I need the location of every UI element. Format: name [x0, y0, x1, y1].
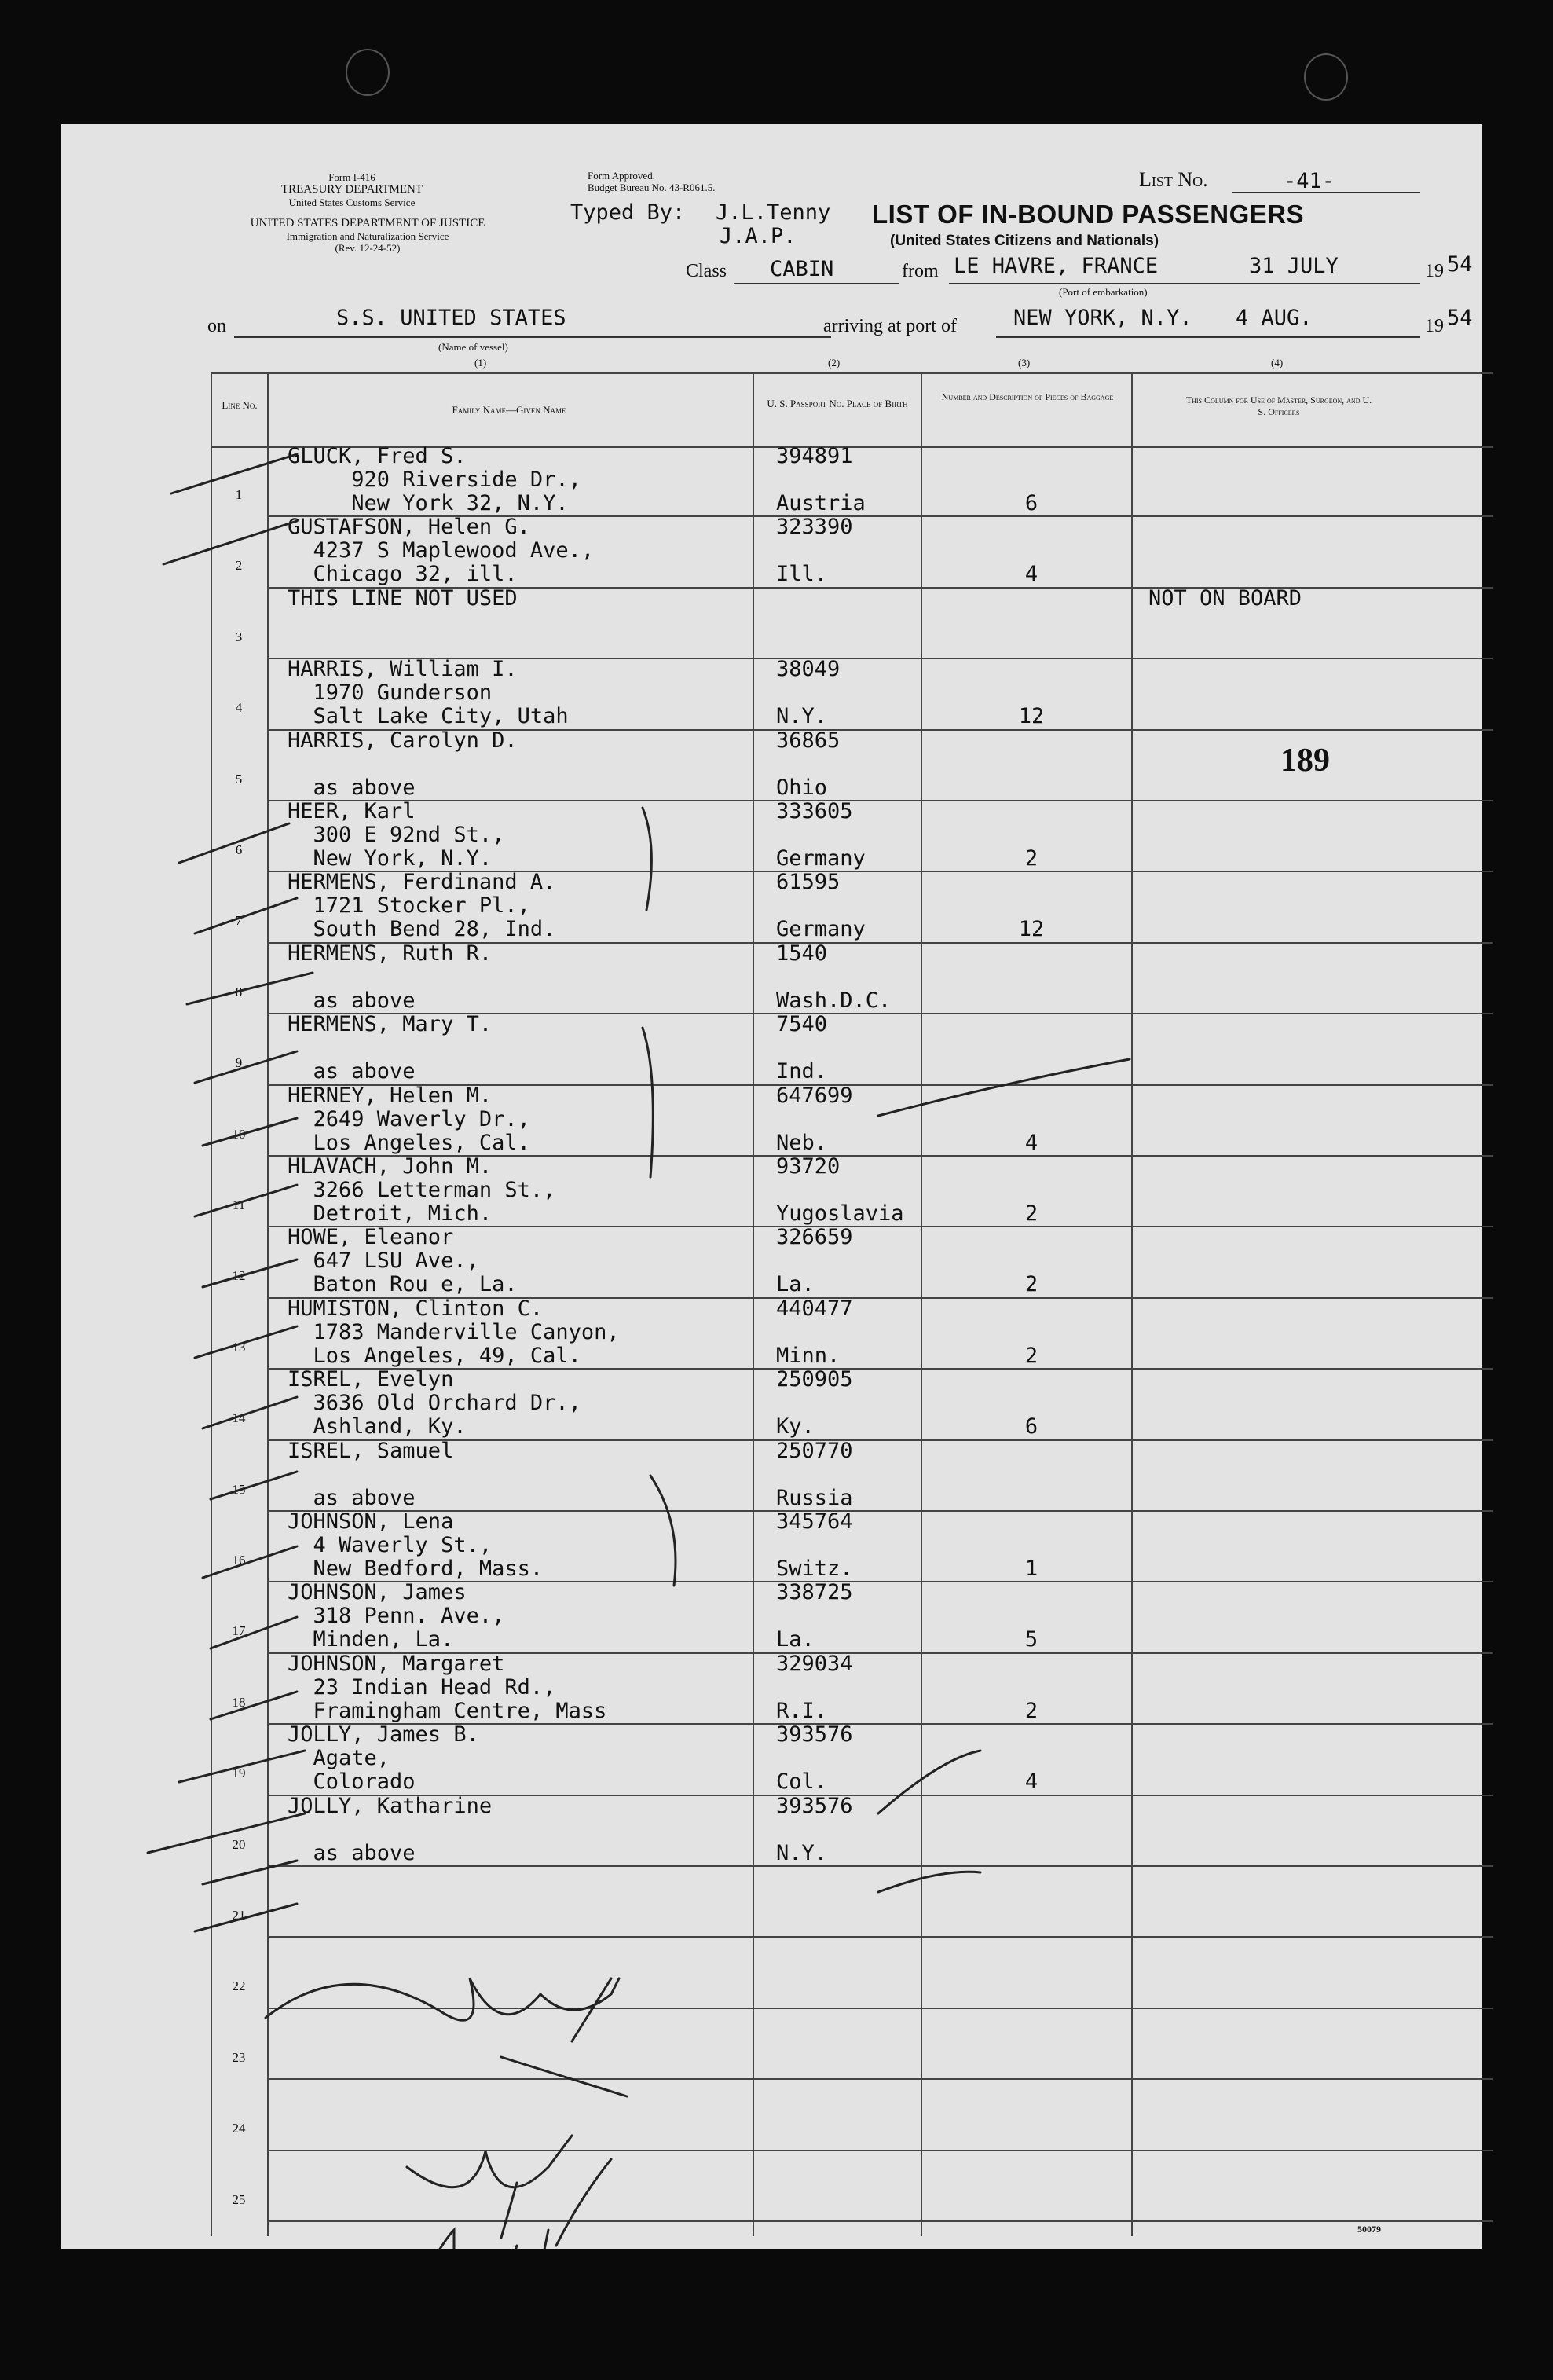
check-mark [203, 1397, 297, 1428]
line-number: 8 [235, 984, 243, 999]
line-number: 6 [235, 842, 243, 857]
passport-number: 36865 [776, 728, 841, 753]
passenger-address: South Bend 28, Ind. [288, 917, 556, 942]
check-mark [195, 1326, 297, 1358]
passport-number: 345764 [776, 1509, 853, 1534]
line-number: 22 [232, 1978, 246, 1994]
year-prefix-2: 19 [1425, 316, 1444, 336]
form-number: Form I-416 [328, 171, 375, 183]
check-mark [179, 823, 289, 863]
passenger-address: Ashland, Ky. [288, 1414, 467, 1439]
passenger-address: Framingham Centre, Mass [288, 1698, 607, 1723]
line-number: 9 [235, 1055, 243, 1071]
passenger-address: 300 E 92nd St., [288, 823, 505, 847]
check-mark [203, 1861, 297, 1884]
passenger-address: 318 Penn. Ave., [288, 1604, 505, 1629]
passenger-name: JOHNSON, James [288, 1580, 467, 1605]
passenger-name: HLAVACH, John M. [288, 1154, 493, 1179]
place-of-birth: Ky. [776, 1414, 815, 1439]
col-header-passport: U. S. Passport No. Place of Birth [767, 398, 908, 409]
passenger-name: GLUCK, Fred S. [288, 444, 467, 468]
port-caption: (Port of embarkation) [1059, 286, 1148, 298]
passenger-address: 2649 Waverly Dr., [288, 1106, 530, 1131]
embarkation-date: 31 JULY [1249, 254, 1339, 278]
place-of-birth: Switz. [776, 1557, 853, 1581]
passenger-name: HERMENS, Ferdinand A. [288, 870, 556, 895]
line-number: 21 [232, 1908, 246, 1923]
place-of-birth: Col. [776, 1769, 828, 1795]
from-label: from [902, 261, 939, 281]
list-no-label: List No. [1139, 168, 1208, 191]
col-header-baggage: Number and Description of Pieces of Baggage [941, 391, 1114, 402]
form-approved: Form Approved. [588, 170, 655, 182]
passenger-address: as above [288, 775, 416, 800]
check-mark [163, 521, 297, 564]
list-no: -41- [1284, 169, 1335, 193]
passenger-address: 1783 Manderville Canyon, [288, 1319, 620, 1344]
col-header-line-no: Line No. [222, 399, 258, 411]
passport-number: 393576 [776, 1793, 853, 1818]
baggage-count: 12 [1018, 704, 1045, 729]
treasury-dept: TREASURY DEPARTMENT [280, 183, 423, 196]
passenger-name: JOLLY, Katharine [288, 1793, 493, 1818]
embarkation-year: 54 [1447, 252, 1473, 277]
passport-number: 647699 [776, 1083, 853, 1108]
passport-number: 93720 [776, 1154, 841, 1179]
line-number: 25 [232, 2191, 246, 2207]
typed-by-initials: J.A.P. [720, 224, 797, 248]
passport-number: 61595 [776, 870, 841, 895]
year-prefix: 19 [1425, 261, 1444, 281]
passenger-address: as above [288, 988, 416, 1013]
budget-bureau: Budget Bureau No. 43-R061.5. [588, 182, 716, 193]
passenger-address: Salt Lake City, Utah [288, 704, 569, 729]
passenger-address: Baton Rou e, La. [288, 1272, 518, 1297]
passenger-address: Chicago 32, ill. [288, 562, 518, 587]
check-mark [195, 1904, 297, 1931]
col-number-2: (2) [828, 357, 841, 369]
check-mark [187, 973, 313, 1004]
passport-number: 1540 [776, 941, 828, 966]
passenger-name: HARRIS, William I. [288, 657, 518, 682]
page-title: LIST OF IN-BOUND PASSENGERS [872, 200, 1305, 229]
check-mark [203, 1546, 297, 1578]
line-number: 11 [232, 1197, 246, 1212]
baggage-count: 12 [1018, 917, 1045, 942]
passenger-address: 4237 S Maplewood Ave., [288, 538, 595, 563]
passport-number: 329034 [776, 1651, 853, 1676]
passenger-address: 920 Riverside Dr., [288, 468, 581, 492]
passenger-name: HEER, Karl [288, 799, 416, 823]
ins-service: Immigration and Naturalization Service [286, 230, 449, 242]
passenger-address: Colorado [288, 1769, 416, 1795]
line-number: 13 [232, 1339, 246, 1355]
passenger-address: 647 LSU Ave., [288, 1249, 479, 1274]
passport-number: 323390 [776, 515, 853, 540]
place-of-birth: Neb. [776, 1130, 828, 1155]
form-code: 50079 [1357, 2224, 1381, 2235]
place-of-birth: Ind. [776, 1059, 828, 1084]
line-number: 15 [232, 1481, 246, 1497]
check-mark [195, 1051, 297, 1083]
place-of-birth: Ohio [776, 775, 828, 800]
passport-number: 393576 [776, 1722, 853, 1747]
line-number: 17 [232, 1623, 246, 1639]
line-number: 5 [235, 771, 243, 787]
place-of-birth: Minn. [776, 1343, 841, 1368]
check-mark [203, 1118, 297, 1146]
line-number: 16 [232, 1553, 246, 1568]
passenger-address: Minden, La. [288, 1627, 454, 1652]
col-number-1: (1) [474, 357, 487, 369]
passenger-name: ISREL, Samuel [288, 1438, 454, 1463]
vessel-caption: (Name of vessel) [438, 341, 508, 353]
passenger-address: Los Angeles, Cal. [288, 1130, 530, 1155]
passport-number: 7540 [776, 1012, 828, 1037]
line-number: 18 [232, 1694, 246, 1710]
passenger-address: Detroit, Mich. [288, 1201, 493, 1226]
typed-by-label: Typed By: [570, 200, 686, 225]
check-mark [211, 1472, 297, 1499]
arrival-date: 4 AUG. [1236, 306, 1313, 330]
baggage-count: 4 [1024, 1130, 1038, 1155]
punch-hole-top-right [1304, 53, 1348, 101]
line-number: 4 [235, 700, 243, 716]
passenger-name: JOHNSON, Margaret [288, 1651, 505, 1676]
passenger-name: GUSTAFSON, Helen G. [288, 515, 530, 540]
line-number: 12 [232, 1268, 246, 1284]
vessel-name: S.S. UNITED STATES [336, 306, 566, 330]
passenger-address: 23 Indian Head Rd., [288, 1674, 556, 1700]
col-header-officers: This Column for Use of Master, Surgeon, and U. S. Officers [1185, 394, 1372, 417]
customs-service: United States Customs Service [288, 196, 416, 208]
arriving-label: arriving at port of [823, 316, 957, 336]
arrival-year: 54 [1447, 306, 1473, 330]
line-number: 24 [232, 2121, 246, 2136]
line-number: 7 [235, 913, 243, 929]
passenger-address: Agate, [288, 1746, 390, 1771]
baggage-count: 2 [1024, 1272, 1038, 1297]
passenger-address: New York, N.Y. [288, 846, 493, 871]
passenger-address: 1721 Stocker Pl., [288, 893, 530, 919]
check-mark [179, 1751, 305, 1782]
page-subtitle: (United States Citizens and Nationals) [890, 233, 1159, 249]
passport-number: 394891 [776, 444, 853, 468]
line-number: 2 [235, 558, 243, 574]
passenger-name: HERMENS, Ruth R. [288, 941, 493, 966]
passport-number: 333605 [776, 799, 853, 823]
passport-number: 250770 [776, 1438, 853, 1463]
place-of-birth: La. [776, 1272, 815, 1297]
passenger-address: 3636 Old Orchard Dr., [288, 1391, 581, 1416]
baggage-count: 1 [1024, 1557, 1038, 1581]
line-number: 1 [235, 487, 243, 502]
line-number: 19 [232, 1766, 246, 1781]
place-of-birth: Ill. [776, 562, 828, 587]
passenger-name: JOLLY, James B. [288, 1722, 479, 1747]
passenger-name: HOWE, Eleanor [288, 1225, 454, 1250]
place-of-birth: La. [776, 1627, 815, 1652]
arrival-port: NEW YORK, N.Y. [1013, 306, 1192, 330]
manifest-sheet [61, 124, 1482, 2249]
place-of-birth: N.Y. [776, 1840, 828, 1865]
place-of-birth: Germany [776, 846, 866, 871]
baggage-count: 4 [1024, 562, 1038, 587]
check-mark [195, 1185, 297, 1216]
check-mark [195, 898, 297, 933]
passenger-address: 4 Waverly St., [288, 1533, 493, 1557]
baggage-count: 5 [1024, 1627, 1038, 1652]
justice-dept: UNITED STATES DEPARTMENT OF JUSTICE [250, 217, 485, 229]
check-mark [211, 1617, 297, 1648]
passenger-name: THIS LINE NOT USED [288, 585, 518, 611]
place-of-birth: Yugoslavia [776, 1201, 904, 1226]
place-of-birth: Russia [776, 1485, 853, 1510]
col-header-name: Family Name—Given Name [452, 404, 566, 416]
passenger-name: JOHNSON, Lena [288, 1509, 454, 1534]
handwritten-marks [61, 124, 1482, 2249]
baggage-count: 6 [1024, 1414, 1038, 1439]
place-of-birth: Austria [776, 491, 866, 515]
passport-number: 38049 [776, 657, 841, 682]
check-mark [203, 1260, 297, 1287]
baggage-count: 4 [1024, 1769, 1038, 1795]
typed-by-name: J.L.Tenny [716, 200, 831, 225]
passenger-address: Los Angeles, 49, Cal. [288, 1343, 581, 1368]
passenger-name: HERNEY, Helen M. [288, 1083, 493, 1108]
punch-hole-top-left [346, 49, 390, 96]
passenger-address: as above [288, 1485, 416, 1510]
passport-number: 326659 [776, 1225, 853, 1250]
place-of-birth: Wash.D.C. [776, 988, 892, 1013]
revision-date: (Rev. 12-24-52) [335, 242, 401, 254]
passenger-address: as above [288, 1059, 416, 1084]
class-label: Class [686, 261, 727, 281]
passenger-name: ISREL, Evelyn [288, 1367, 454, 1392]
passenger-address: New York 32, N.Y. [288, 491, 569, 515]
check-mark [148, 1813, 305, 1853]
passenger-address: 1970 Gunderson [288, 680, 493, 706]
passport-number: 440477 [776, 1296, 853, 1321]
passport-number: 338725 [776, 1580, 853, 1605]
place-of-birth: Germany [776, 917, 866, 942]
baggage-count: 2 [1024, 1343, 1038, 1368]
class-value: CABIN [770, 257, 834, 281]
officer-note: NOT ON BOARD [1148, 585, 1302, 611]
passenger-name: HARRIS, Carolyn D. [288, 728, 518, 753]
baggage-count: 2 [1024, 1201, 1038, 1226]
passenger-name: HUMISTON, Clinton C. [288, 1296, 544, 1321]
line-number: 3 [235, 629, 243, 644]
on-label: on [207, 316, 226, 336]
passenger-name: HERMENS, Mary T. [288, 1012, 493, 1037]
baggage-count: 2 [1024, 1698, 1038, 1723]
col-number-4: (4) [1271, 357, 1284, 369]
col-number-3: (3) [1018, 357, 1031, 369]
line-number: 10 [232, 1126, 246, 1142]
baggage-count: 6 [1024, 491, 1038, 515]
line-number: 20 [232, 1836, 246, 1852]
passport-number: 250905 [776, 1367, 853, 1392]
check-mark [211, 1692, 297, 1719]
passenger-address: 3266 Letterman St., [288, 1178, 556, 1202]
officer-note: 189 [1280, 742, 1330, 779]
passenger-address: as above [288, 1840, 416, 1865]
place-of-birth: N.Y. [776, 704, 828, 729]
embarkation-port: LE HAVRE, FRANCE [954, 254, 1159, 278]
baggage-count: 2 [1024, 846, 1038, 871]
line-number: 23 [232, 2049, 246, 2065]
place-of-birth: R.I. [776, 1698, 828, 1723]
line-number: 14 [232, 1410, 246, 1426]
passenger-address: New Bedford, Mass. [288, 1557, 544, 1581]
check-mark [171, 454, 297, 493]
